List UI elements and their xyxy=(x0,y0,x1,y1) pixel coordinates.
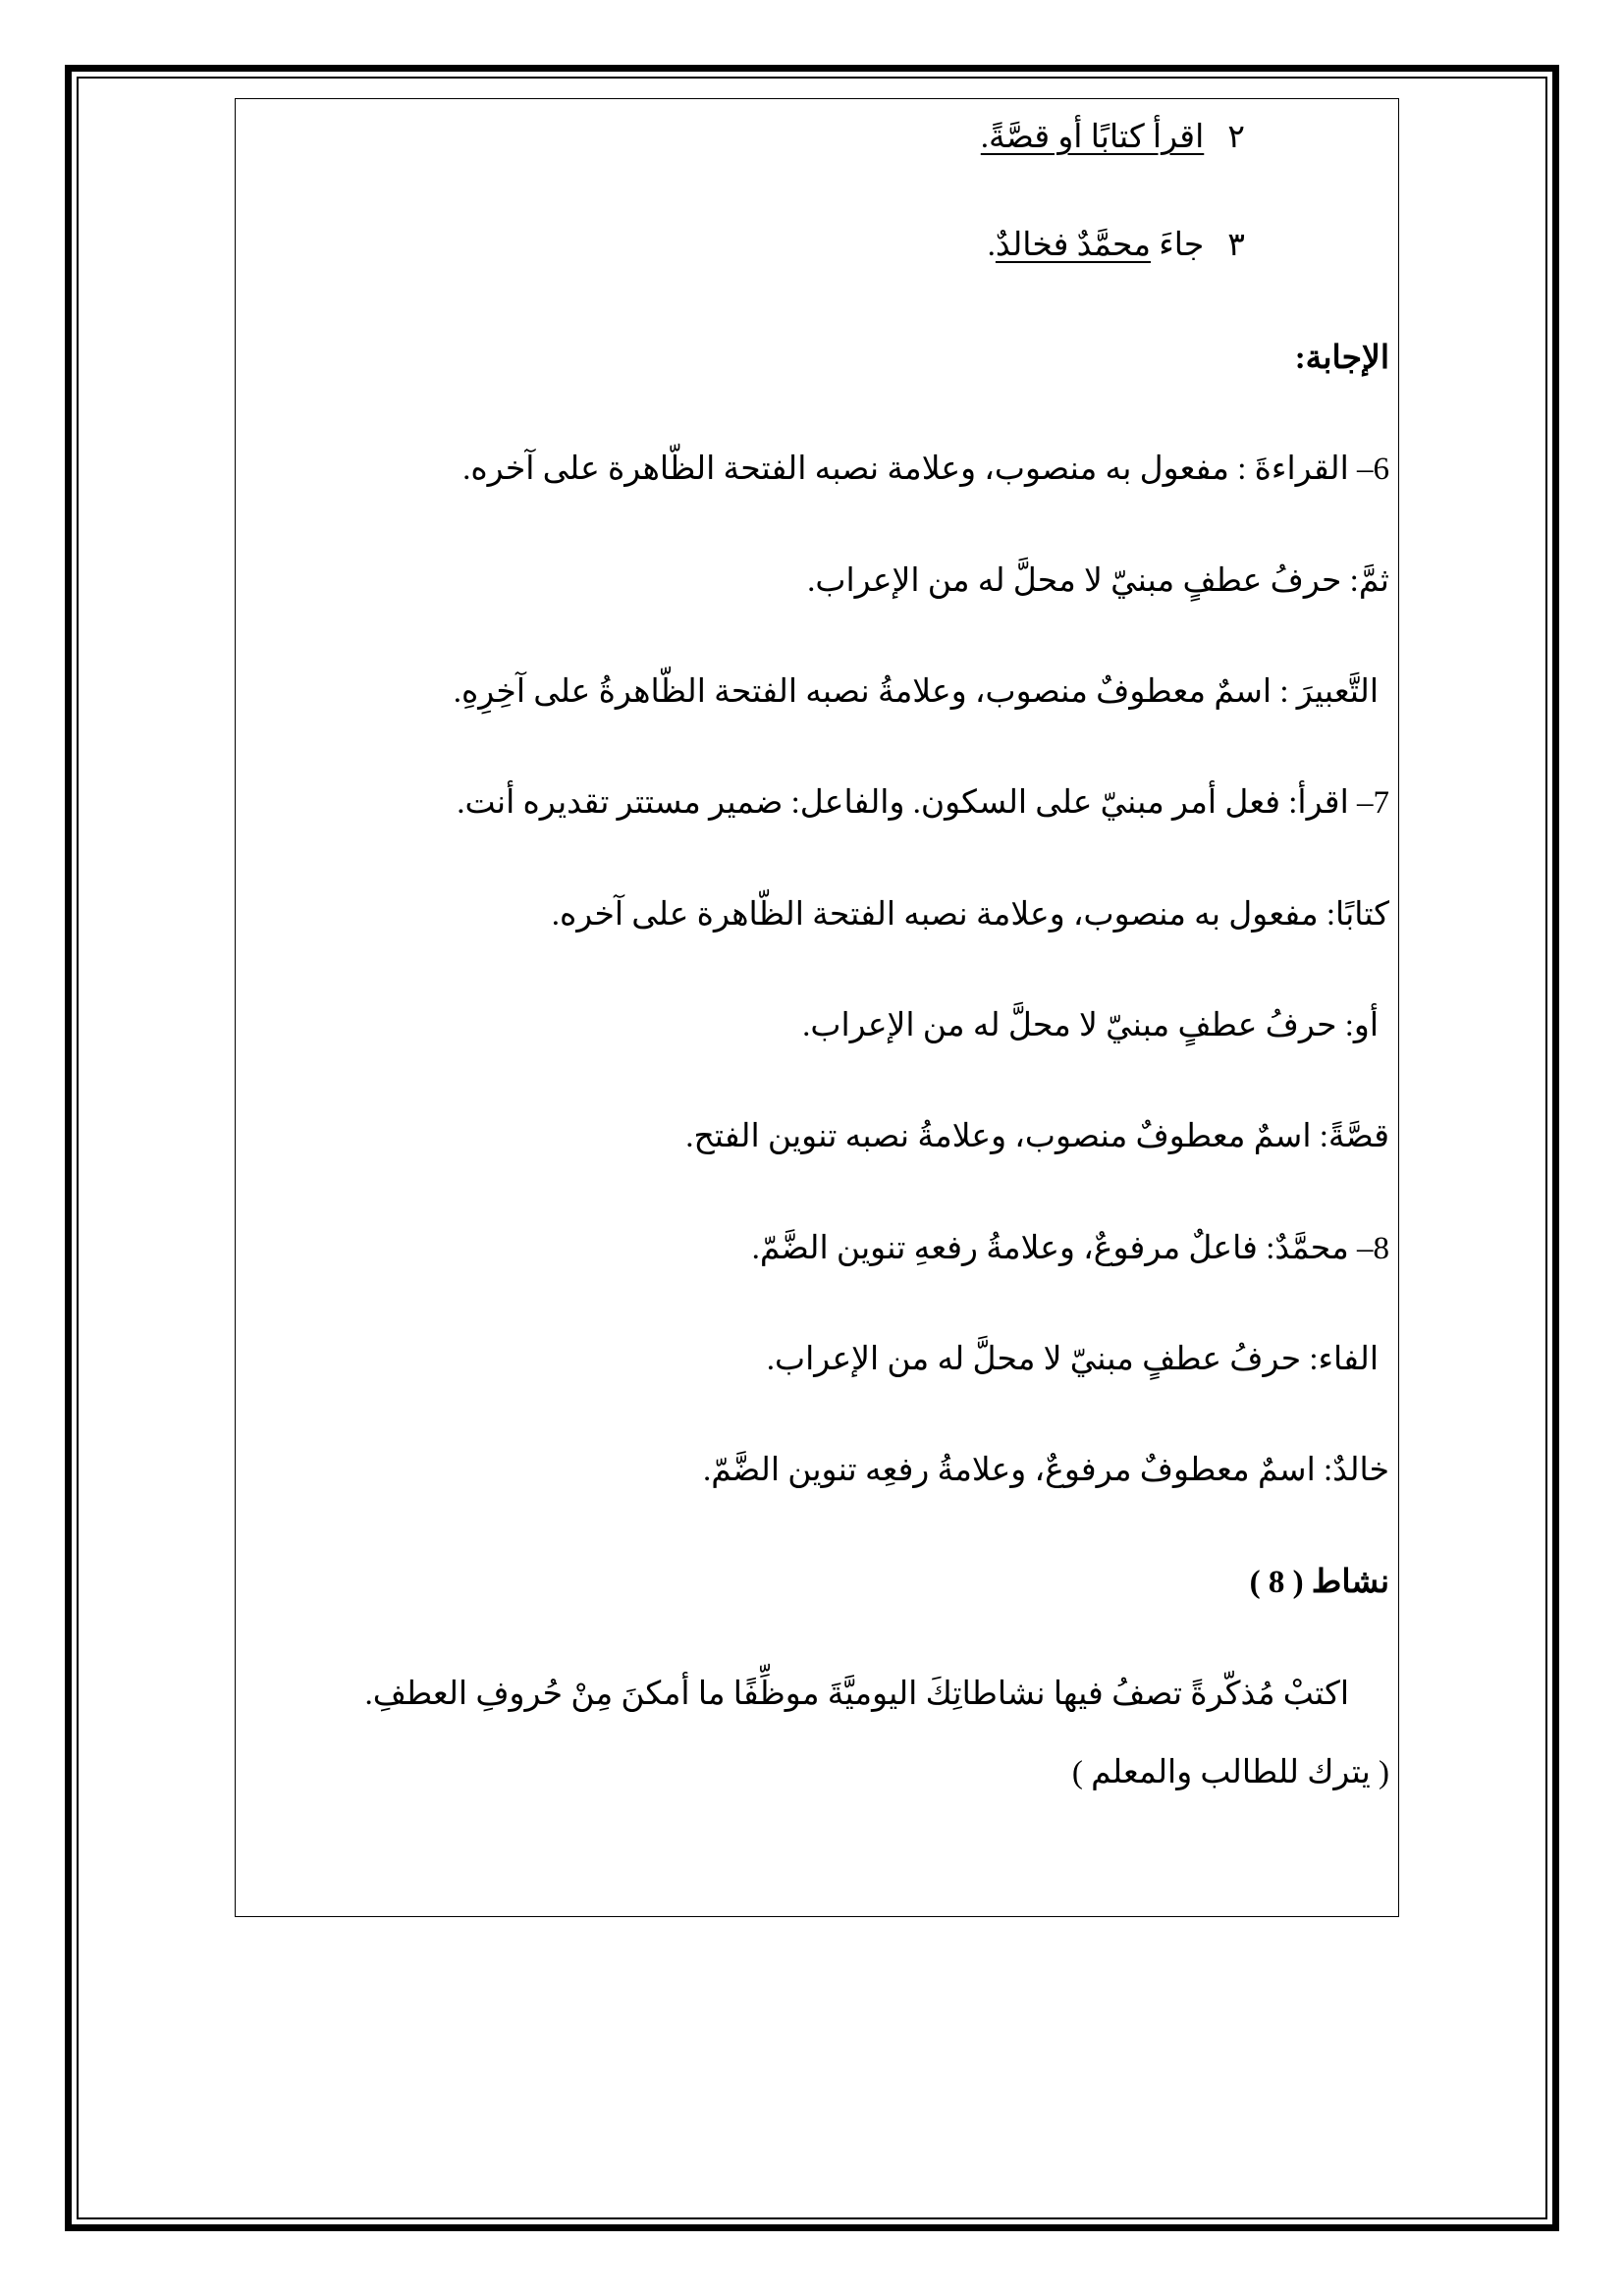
answer-line: التَّعبيرَ : اسمٌ معطوفٌ منصوب، وعلامةُ نصبه الفتحة الظّاهرةُ على آخِرِهِ. xyxy=(453,674,1379,710)
question-sentence: اقرأ كتابًا أو قصَّةً. xyxy=(980,120,1205,155)
answer-line: 6– القراءةَ : مفعول به منصوب، وعلامة نصبه الفتحة الظّاهرة على آخره. xyxy=(462,452,1389,487)
question-suffix: . xyxy=(987,228,996,263)
answer-line: 8– محمَّدٌ: فاعلٌ مرفوعٌ، وعلامةُ رفعهِ تنوين الضَّمّ. xyxy=(751,1231,1389,1266)
answer-line: ثمَّ: حرفُ عطفٍ مبنيّ لا محلَّ له من الإعراب. xyxy=(807,563,1389,599)
question-number: ٣ xyxy=(1227,228,1245,263)
answer-line: قصَّةً: اسمٌ معطوفٌ منصوب، وعلامةُ نصبه تنوين الفتح. xyxy=(685,1119,1389,1154)
answer-line: 7– اقرأ: فعل أمر مبنيّ على السكون. والفاعل: ضمير مستتر تقديره أنت. xyxy=(457,785,1389,821)
question-prefix: جاءَ xyxy=(1159,228,1205,263)
answer-line: كتابًا: مفعول به منصوب، وعلامة نصبه الفتحة الظّاهرة على آخره. xyxy=(551,897,1389,933)
activity-note: ( يترك للطالب والمعلم ) xyxy=(1071,1755,1389,1790)
question-underlined-words: محمَّدٌ فخالدٌ xyxy=(995,228,1152,263)
question-item-3 xyxy=(988,226,1245,265)
answer-line: الفاء: حرفُ عطفٍ مبنيّ لا محلَّ له من الإعراب. xyxy=(766,1342,1379,1377)
activity-title: نشاط ( 8 ) xyxy=(1249,1565,1389,1600)
answer-line: أو: حرفُ عطفٍ مبنيّ لا محلَّ له من الإعراب. xyxy=(802,1008,1379,1043)
question-number: ٢ xyxy=(1227,120,1245,155)
answer-line: خالدٌ: اسمٌ معطوفٌ مرفوعٌ، وعلامةُ رفعِه تنوين الضَّمّ. xyxy=(702,1453,1389,1488)
activity-instruction: اكتبْ مُذكّرةً تصفُ فيها نشاطاتِكَ اليوميَّةَ موظِّفًا ما أمكنَ مِنْ حُروفِ العطفِ. xyxy=(364,1677,1349,1712)
question-item-2 xyxy=(981,118,1245,157)
answer-heading: الإجابة: xyxy=(1294,341,1389,376)
